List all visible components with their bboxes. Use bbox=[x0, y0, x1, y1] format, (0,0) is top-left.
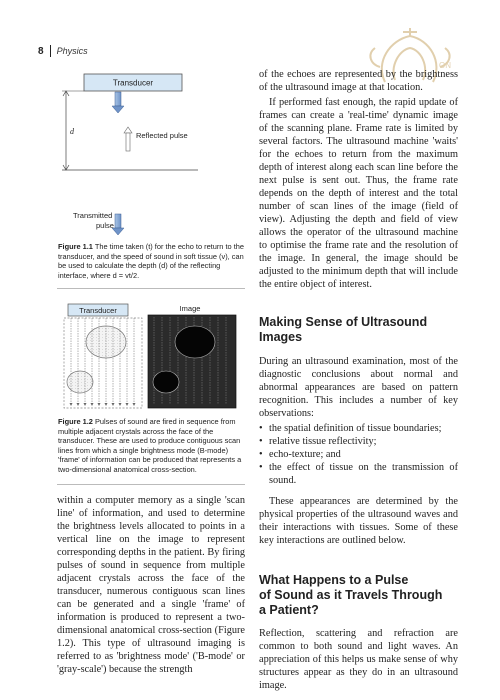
transducer-label-2: Transducer bbox=[79, 306, 117, 315]
page-number: 8 bbox=[38, 45, 44, 57]
right-paragraph-2: If performed fast enough, the rapid update of frames can create a 'real-time' dynamic image of the scanning plane. Frame rate is limited by several factors. The ultrasound machine 'waits' for the echoes to return from the maximum depth of interest along each scan line before the next pulse is sent out. Thus, the frame rate depends on the depth of interest and the total number of scan lines of the image (field of view). Adjusting the depth and field of view allows the operator of the ultrasound machine to optimise the frame rate and the resolution of the image. In general, the image should be adjusted to the minimum depth that will include the entire object of interest. bbox=[259, 97, 458, 290]
right-paragraph-5: Reflection, scattering and refraction are common to both sound and light waves. An appreciation of this helps us make sense of why structures appear as they do in an ultrasound image. bbox=[259, 628, 458, 691]
figure-1-2-caption-text: Pulses of sound are fired in sequence from multiple adjacent crystals across the face of the transducer. These are used to produce contiguous scan lines from which a single brightness mode (B-mode) 'frame' of information can be produced that represents a two-dimensional anatomical cross-section. bbox=[58, 417, 242, 474]
caption-divider bbox=[57, 288, 245, 289]
image-ellipse-small bbox=[153, 371, 179, 393]
list-item: • echo-texture; and bbox=[259, 448, 458, 461]
section-heading-2-line-1: What Happens to a Pulse bbox=[259, 573, 409, 587]
running-head: Physics bbox=[56, 46, 88, 56]
figure-1-2-caption-label: Figure 1.2 bbox=[58, 417, 93, 426]
figure-1-2-diagram bbox=[62, 300, 242, 412]
watermark-text: ON bbox=[439, 61, 451, 70]
list-item: • the effect of tissue on the transmission of sound. bbox=[259, 461, 458, 487]
section-heading-2 bbox=[259, 573, 458, 618]
depth-label: d bbox=[70, 127, 74, 136]
list-item: • the spatial definition of tissue boundaries; bbox=[259, 422, 458, 435]
figure-1-1-diagram bbox=[58, 70, 244, 238]
caption-divider-2 bbox=[57, 484, 245, 485]
section-heading-1-line-1: Making Sense of Ultrasound bbox=[259, 315, 428, 329]
figure-1-1-caption-label: Figure 1.1 bbox=[58, 242, 93, 251]
figure-1-2-caption bbox=[58, 417, 246, 475]
image-label: Image bbox=[179, 304, 201, 313]
figure-1-1-caption bbox=[58, 242, 246, 280]
transmitted-pulse-label-2: pulse bbox=[96, 221, 114, 230]
transducer-label: Transducer bbox=[112, 78, 154, 88]
right-paragraph-1: of the echoes are represented by the brightness of the ultrasound image at that location. bbox=[259, 69, 458, 93]
header-divider bbox=[50, 45, 51, 57]
section-heading-2-line-2: of Sound as it Travels Through bbox=[259, 588, 443, 602]
left-column-paragraph: within a computer memory as a single 'scan line' of information, and used to determine the brightness levels allocated to points in a vertical line on the image to represent corresponding depths in the patient. By firing pulses of sound in sequence from multiple adjacent crystals across the face of the transducer, numerous contiguous scan lines can be generated and a single 'frame' of information is produced to represent a two-dimensional anatomical cross-section (Figure 1.2). This type of ultrasound imaging is referred to as 'brightness mode' ('B-mode' or 'gray-scale') because the strength bbox=[57, 495, 245, 675]
section-heading-2-line-3: a Patient? bbox=[259, 603, 319, 617]
image-ellipse-large bbox=[175, 326, 215, 358]
reflected-pulse-label: Reflected pulse bbox=[136, 131, 188, 140]
transmitted-pulse-label-1: Transmitted bbox=[73, 211, 113, 220]
right-column bbox=[259, 68, 458, 692]
page-header bbox=[38, 44, 88, 58]
figure-1-1-caption-text: The time taken (t) for the echo to return to the transducer, and the speed of sound in soft tissue (v), can be used to calculate the depth (d) of the reflecting interface, where d = vt/2. bbox=[58, 242, 244, 280]
section-heading-1-line-2: Images bbox=[259, 330, 303, 344]
observation-list bbox=[259, 422, 458, 487]
right-paragraph-3: During an ultrasound examination, most of the diagnostic conclusions about normal and abnormal appearances are based on pattern recognition. This includes a number of key observations: bbox=[259, 356, 458, 419]
right-paragraph-4: These appearances are determined by the physical properties of the ultrasound waves and their interactions with tissues. Some of these key interactions are outlined below. bbox=[259, 496, 458, 546]
section-heading-1 bbox=[259, 315, 458, 345]
list-item: • relative tissue reflectivity; bbox=[259, 435, 458, 448]
